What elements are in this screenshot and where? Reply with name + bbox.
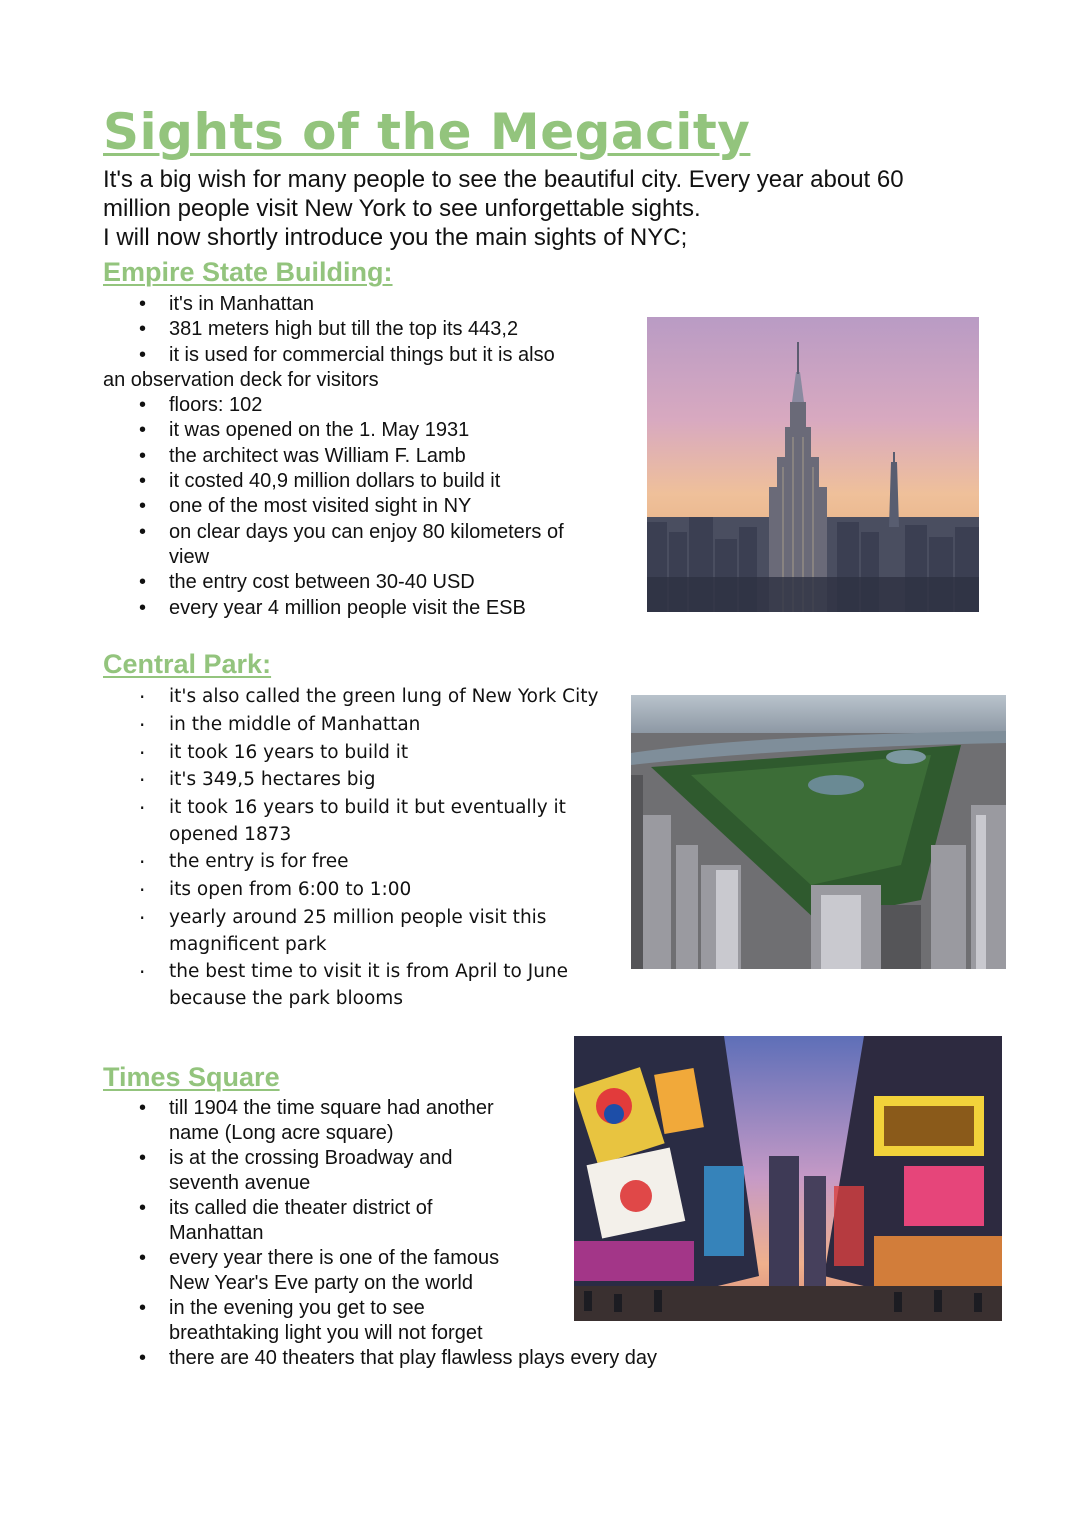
section-heading-empire-state: Empire State Building: <box>103 257 393 287</box>
bullet-icon: • <box>139 571 147 594</box>
bullet-icon: • <box>139 1197 147 1219</box>
bullet-icon: • <box>139 394 147 417</box>
bullet-icon: · <box>139 796 146 821</box>
list-item: • every year there is one of the famous New Year's Eve party on the world <box>139 1247 500 1294</box>
list-item: • one of the most visited sight in NY <box>103 494 643 519</box>
list-item: • 381 meters high but till the top its 443,2 <box>103 317 643 342</box>
bullet-icon: • <box>139 495 147 518</box>
central-park-list <box>103 684 623 1014</box>
bullet-icon: • <box>139 318 147 341</box>
bullet-icon: • <box>139 1297 147 1319</box>
bullet-icon: • <box>139 293 147 315</box>
list-item: · it's also called the green lung of New York City <box>139 685 599 709</box>
bullet-icon: · <box>139 850 146 875</box>
list-item: · in the middle of Manhattan <box>139 712 421 737</box>
list-item: • every year 4 million people visit the ESB <box>103 596 643 621</box>
intro-line: It's a big wish for many people to see the beautiful city. Every year about 60 <box>103 166 904 193</box>
list-item-continuation: an observation deck for visitors <box>103 368 379 391</box>
intro-line: million people visit New York to see unforgettable sights. <box>103 195 701 222</box>
list-item: • the architect was William F. Lamb <box>103 444 643 469</box>
empire-state-photo <box>647 317 979 612</box>
bullet-icon: · <box>139 878 146 903</box>
bullet-icon: • <box>139 1097 147 1119</box>
bullet-icon: • <box>139 596 147 619</box>
list-item-continuation: view <box>169 545 210 568</box>
intro-paragraph <box>103 165 1003 252</box>
page-title: Sights of the Megacity <box>103 103 751 161</box>
list-item: • there are 40 theaters that play flawless plays every day <box>139 1347 658 1369</box>
list-item: · it's 349,5 hectares big <box>139 768 376 793</box>
bullet-icon: · <box>139 906 146 931</box>
bullet-icon: · <box>139 685 146 709</box>
times-square-list <box>103 1096 743 1371</box>
bullet-icon: • <box>139 520 147 543</box>
intro-line: I will now shortly introduce you the main sights of NYC; <box>103 224 688 251</box>
list-item: • the entry cost between 30-40 USD <box>103 570 643 595</box>
empire-state-list <box>103 292 643 621</box>
section-heading-times-square: Times Square <box>103 1062 280 1092</box>
list-item: · the best time to visit it is from April to June because the park blooms <box>139 960 569 1009</box>
central-park-photo <box>631 695 1006 969</box>
bullet-icon: • <box>139 470 147 493</box>
bullet-icon: • <box>139 343 147 366</box>
list-item: · yearly around 25 million people visit this magnificent park <box>139 906 547 955</box>
list-item: • it is used for commercial things but it is also <box>103 343 643 368</box>
list-item: · it took 16 years to build it <box>139 740 409 765</box>
bullet-icon: · <box>139 740 146 765</box>
list-item: • on clear days you can enjoy 80 kilometers of <box>103 520 643 545</box>
bullet-icon: · <box>139 712 146 737</box>
bullet-icon: • <box>139 444 147 467</box>
list-item: • it's in Manhattan <box>103 292 643 317</box>
list-item: • in the evening you get to see breathtaking light you will not forget <box>139 1297 483 1344</box>
bullet-icon: • <box>139 1347 147 1369</box>
list-item: • it costed 40,9 million dollars to build it <box>103 469 643 494</box>
list-item: • it was opened on the 1. May 1931 <box>103 418 643 443</box>
list-item: • floors: 102 <box>103 393 643 418</box>
bullet-icon: • <box>139 1247 147 1269</box>
list-item: · it took 16 years to build it but eventually it opened 1873 <box>139 796 566 845</box>
list-item: · the entry is for free <box>139 850 349 875</box>
list-item: • is at the crossing Broadway and seventh avenue <box>139 1147 453 1194</box>
bullet-icon: · <box>139 960 146 985</box>
list-item: • its called die theater district of Manhattan <box>139 1197 433 1244</box>
list-item: • till 1904 the time square had another name (Long acre square) <box>139 1097 494 1144</box>
bullet-icon: • <box>139 1147 147 1169</box>
bullet-icon: · <box>139 768 146 793</box>
bullet-icon: • <box>139 419 147 442</box>
section-heading-central-park: Central Park: <box>103 649 272 679</box>
list-item: · its open from 6:00 to 1:00 <box>139 878 412 903</box>
